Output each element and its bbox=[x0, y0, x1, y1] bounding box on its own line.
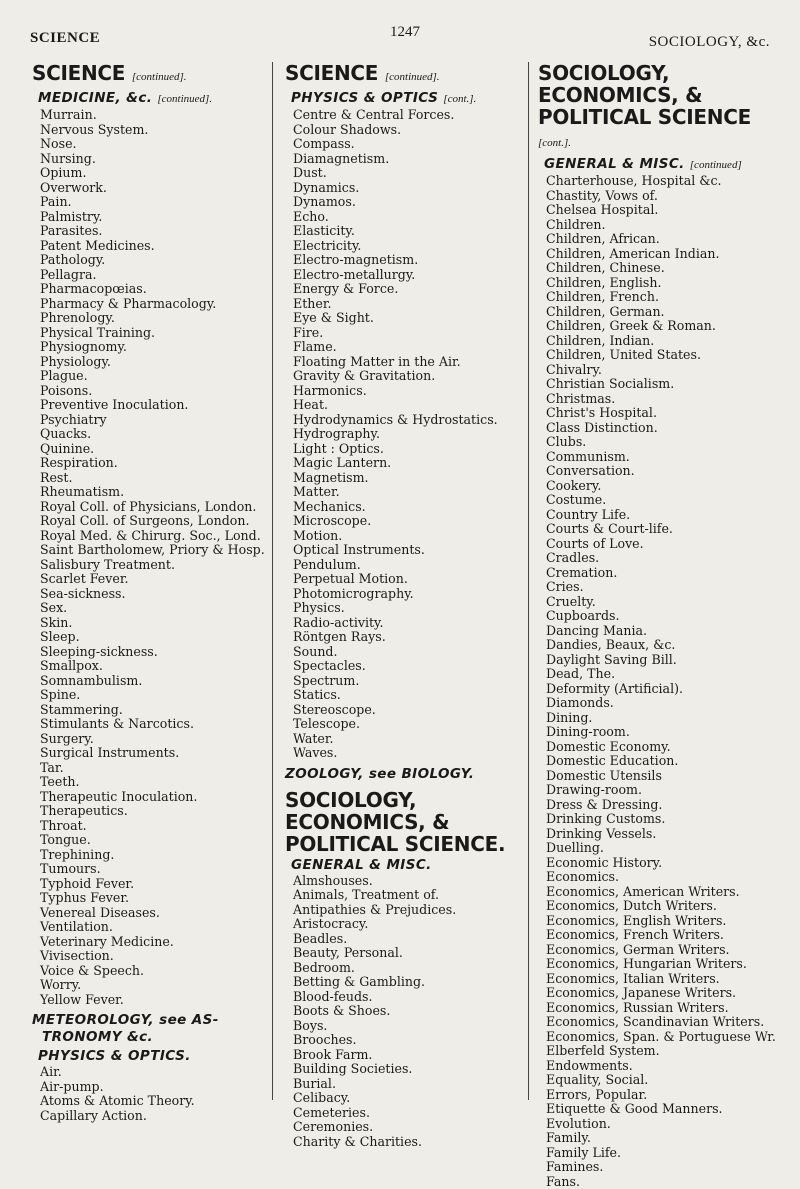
index-entry: Motion. bbox=[293, 529, 521, 544]
index-entry: Physics. bbox=[293, 601, 521, 616]
index-entry: Therapeutics. bbox=[40, 804, 266, 819]
index-entry: Children, Chinese. bbox=[546, 261, 788, 276]
index-entry: Radio-activity. bbox=[293, 616, 521, 631]
index-entry: Charterhouse, Hospital &c. bbox=[546, 174, 788, 189]
index-entry: Economics, German Writers. bbox=[546, 943, 788, 958]
index-entry: Psychiatry bbox=[40, 413, 266, 428]
index-entry: Statics. bbox=[293, 688, 521, 703]
index-entry: Typhoid Fever. bbox=[40, 877, 266, 892]
index-entry: Daylight Saving Bill. bbox=[546, 653, 788, 668]
index-entry: Drinking Customs. bbox=[546, 812, 788, 827]
index-entry: Optical Instruments. bbox=[293, 543, 521, 558]
index-entry: Worry. bbox=[40, 978, 266, 993]
index-entry: Veterinary Medicine. bbox=[40, 935, 266, 950]
index-entry: Elberfeld System. bbox=[546, 1044, 788, 1059]
running-head-right: SOCIOLOGY, &c. bbox=[649, 34, 770, 51]
page-number: 1247 bbox=[390, 24, 420, 41]
index-entry: Venereal Diseases. bbox=[40, 906, 266, 921]
index-entry: Throat. bbox=[40, 819, 266, 834]
index-entry: Rest. bbox=[40, 471, 266, 486]
index-entry: Economics, Japanese Writers. bbox=[546, 986, 788, 1001]
index-entry: Royal Coll. of Surgeons, London. bbox=[40, 514, 266, 529]
index-entry: Dancing Mania. bbox=[546, 624, 788, 639]
index-entry: Tumours. bbox=[40, 862, 266, 877]
subsection-heading bbox=[38, 1047, 266, 1065]
index-entry: Courts of Love. bbox=[546, 537, 788, 552]
index-entry: Heat. bbox=[293, 398, 521, 413]
index-entry: Family Life. bbox=[546, 1146, 788, 1161]
index-entry: Trephining. bbox=[40, 848, 266, 863]
index-entry: Phrenology. bbox=[40, 311, 266, 326]
section-heading bbox=[538, 62, 788, 154]
index-entry: Pharmacy & Pharmacology. bbox=[40, 297, 266, 312]
index-entry: Elasticity. bbox=[293, 224, 521, 239]
heading-title: PHYSICS & OPTICS. bbox=[38, 1048, 191, 1064]
index-entry: Children, American Indian. bbox=[546, 247, 788, 262]
index-entry: Pathology. bbox=[40, 253, 266, 268]
index-entry: Flame. bbox=[293, 340, 521, 355]
index-entry: Dynamics. bbox=[293, 181, 521, 196]
index-entry: Electro-metallurgy. bbox=[293, 268, 521, 283]
index-entry: Pendulum. bbox=[293, 558, 521, 573]
index-entry: Therapeutic Inoculation. bbox=[40, 790, 266, 805]
index-entry: Stammering. bbox=[40, 703, 266, 718]
index-entry: Cupboards. bbox=[546, 609, 788, 624]
index-entry: Echo. bbox=[293, 210, 521, 225]
index-entry: Ether. bbox=[293, 297, 521, 312]
index-entry: Economic History. bbox=[546, 856, 788, 871]
index-entry: Economics, Russian Writers. bbox=[546, 1001, 788, 1016]
index-entry: Costume. bbox=[546, 493, 788, 508]
index-entry: Celibacy. bbox=[293, 1091, 521, 1106]
index-entry: Floating Matter in the Air. bbox=[293, 355, 521, 370]
index-entry: Fans. bbox=[546, 1175, 788, 1189]
index-entry: Stereoscope. bbox=[293, 703, 521, 718]
index-entry: Somnambulism. bbox=[40, 674, 266, 689]
index-entry: Family. bbox=[546, 1131, 788, 1146]
heading-title: SCIENCE bbox=[285, 61, 378, 85]
index-entry: Saint Bartholomew, Priory & Hosp. bbox=[40, 543, 266, 558]
index-entry: Typhus Fever. bbox=[40, 891, 266, 906]
index-entry: Quacks. bbox=[40, 427, 266, 442]
index-entry: Chelsea Hospital. bbox=[546, 203, 788, 218]
index-entry: Tar. bbox=[40, 761, 266, 776]
column-2 bbox=[285, 62, 521, 1149]
index-entry: Children. bbox=[546, 218, 788, 233]
cross-reference: TRONOMY &c. bbox=[42, 1029, 266, 1046]
index-entry: Cradles. bbox=[546, 551, 788, 566]
continued-note: [cont.]. bbox=[443, 93, 476, 105]
index-entry: Children, German. bbox=[546, 305, 788, 320]
index-entry: Sea-sickness. bbox=[40, 587, 266, 602]
heading-title: GENERAL & MISC. bbox=[291, 857, 432, 873]
index-entry: Endowments. bbox=[546, 1059, 788, 1074]
index-entry: Hydrography. bbox=[293, 427, 521, 442]
column-1 bbox=[32, 62, 266, 1123]
index-entry: Smallpox. bbox=[40, 659, 266, 674]
index-entry: Palmistry. bbox=[40, 210, 266, 225]
index-entry: Deformity (Artificial). bbox=[546, 682, 788, 697]
index-entry: Compass. bbox=[293, 137, 521, 152]
index-entry: Vivisection. bbox=[40, 949, 266, 964]
index-entry: Surgery. bbox=[40, 732, 266, 747]
heading-title: SOCIOLOGY, ECONOMICS, & POLITICAL SCIENCE bbox=[538, 61, 751, 129]
index-entry: Plague. bbox=[40, 369, 266, 384]
heading-title: SOCIOLOGY, ECONOMICS, & POLITICAL SCIENCE. bbox=[285, 788, 505, 856]
index-entry: Christian Socialism. bbox=[546, 377, 788, 392]
index-entry: Boots & Shoes. bbox=[293, 1004, 521, 1019]
index-entry: Christmas. bbox=[546, 392, 788, 407]
index-entry: Economics, Dutch Writers. bbox=[546, 899, 788, 914]
column-divider bbox=[528, 62, 529, 1100]
index-entry: Royal Coll. of Physicians, London. bbox=[40, 500, 266, 515]
index-entry: Economics, Scandinavian Writers. bbox=[546, 1015, 788, 1030]
index-entry: Murrain. bbox=[40, 108, 266, 123]
index-entry: Economics, French Writers. bbox=[546, 928, 788, 943]
index-entry: Children, French. bbox=[546, 290, 788, 305]
index-entry: Children, English. bbox=[546, 276, 788, 291]
index-list bbox=[32, 1065, 266, 1123]
index-entry: Beadles. bbox=[293, 932, 521, 947]
index-entry: Dead, The. bbox=[546, 667, 788, 682]
subsection-heading bbox=[291, 89, 521, 108]
index-entry: Sex. bbox=[40, 601, 266, 616]
index-entry: Surgical Instruments. bbox=[40, 746, 266, 761]
index-entry: Brooches. bbox=[293, 1033, 521, 1048]
index-entry: Respiration. bbox=[40, 456, 266, 471]
column-divider bbox=[272, 62, 273, 1100]
index-entry: Diamonds. bbox=[546, 696, 788, 711]
index-entry: Capillary Action. bbox=[40, 1109, 266, 1124]
index-entry: Atoms & Atomic Theory. bbox=[40, 1094, 266, 1109]
index-entry: Communism. bbox=[546, 450, 788, 465]
index-entry: Cries. bbox=[546, 580, 788, 595]
index-entry: Air. bbox=[40, 1065, 266, 1080]
index-entry: Domestic Economy. bbox=[546, 740, 788, 755]
index-list bbox=[32, 108, 266, 1007]
index-list bbox=[285, 108, 521, 761]
index-entry: Preventive Inoculation. bbox=[40, 398, 266, 413]
index-entry: Patent Medicines. bbox=[40, 239, 266, 254]
index-entry: Matter. bbox=[293, 485, 521, 500]
index-entry: Pellagra. bbox=[40, 268, 266, 283]
index-entry: Economics, English Writers. bbox=[546, 914, 788, 929]
index-entry: Stimulants & Narcotics. bbox=[40, 717, 266, 732]
index-entry: Evolution. bbox=[546, 1117, 788, 1132]
index-entry: Pharmacopœias. bbox=[40, 282, 266, 297]
index-entry: Physical Training. bbox=[40, 326, 266, 341]
index-entry: Colour Shadows. bbox=[293, 123, 521, 138]
index-entry: Spectrum. bbox=[293, 674, 521, 689]
index-entry: Cemeteries. bbox=[293, 1106, 521, 1121]
index-entry: Magic Lantern. bbox=[293, 456, 521, 471]
section-heading bbox=[285, 789, 521, 855]
index-entry: Voice & Speech. bbox=[40, 964, 266, 979]
index-entry: Light : Optics. bbox=[293, 442, 521, 457]
index-entry: Charity & Charities. bbox=[293, 1135, 521, 1150]
heading-title: PHYSICS & OPTICS bbox=[291, 90, 438, 106]
index-entry: Opium. bbox=[40, 166, 266, 181]
index-entry: Blood-feuds. bbox=[293, 990, 521, 1005]
index-entry: Economics, American Writers. bbox=[546, 885, 788, 900]
index-entry: Parasites. bbox=[40, 224, 266, 239]
index-entry: Nervous System. bbox=[40, 123, 266, 138]
index-entry: Children, Indian. bbox=[546, 334, 788, 349]
index-entry: Scarlet Fever. bbox=[40, 572, 266, 587]
index-entry: Courts & Court-life. bbox=[546, 522, 788, 537]
index-entry: Christ's Hospital. bbox=[546, 406, 788, 421]
continued-note: [continued]. bbox=[132, 71, 187, 83]
continued-note: [continued]. bbox=[385, 71, 440, 83]
index-entry: Economics, Span. & Portuguese Wr. bbox=[546, 1030, 788, 1045]
cross-reference: METEOROLOGY, see AS- bbox=[32, 1012, 266, 1029]
section-heading bbox=[32, 62, 266, 88]
continued-note: [cont.]. bbox=[538, 137, 571, 149]
index-entry: Children, Greek & Roman. bbox=[546, 319, 788, 334]
index-entry: Fire. bbox=[293, 326, 521, 341]
index-entry: Brook Farm. bbox=[293, 1048, 521, 1063]
index-entry: Chivalry. bbox=[546, 363, 788, 378]
index-entry: Boys. bbox=[293, 1019, 521, 1034]
index-entry: Pain. bbox=[40, 195, 266, 210]
index-entry: Eye & Sight. bbox=[293, 311, 521, 326]
index-entry: Cruelty. bbox=[546, 595, 788, 610]
index-entry: Errors, Popular. bbox=[546, 1088, 788, 1103]
index-entry: Tongue. bbox=[40, 833, 266, 848]
continued-note: [continued] bbox=[690, 159, 742, 171]
index-entry: Drinking Vessels. bbox=[546, 827, 788, 842]
index-entry: Spine. bbox=[40, 688, 266, 703]
index-entry: Nursing. bbox=[40, 152, 266, 167]
index-entry: Dandies, Beaux, &c. bbox=[546, 638, 788, 653]
index-entry: Betting & Gambling. bbox=[293, 975, 521, 990]
index-entry: Domestic Utensils bbox=[546, 769, 788, 784]
subsection-heading bbox=[544, 155, 788, 174]
cross-reference: ZOOLOGY, see BIOLOGY. bbox=[285, 766, 521, 783]
index-entry: Harmonics. bbox=[293, 384, 521, 399]
index-entry: Photomicrography. bbox=[293, 587, 521, 602]
index-entry: Waves. bbox=[293, 746, 521, 761]
index-entry: Chastity, Vows of. bbox=[546, 189, 788, 204]
index-entry: Mechanics. bbox=[293, 500, 521, 515]
index-entry: Dining. bbox=[546, 711, 788, 726]
index-entry: Diamagnetism. bbox=[293, 152, 521, 167]
index-entry: Magnetism. bbox=[293, 471, 521, 486]
index-entry: Electro-magnetism. bbox=[293, 253, 521, 268]
index-entry: Ceremonies. bbox=[293, 1120, 521, 1135]
running-head-left: SCIENCE bbox=[30, 30, 100, 47]
index-entry: Sound. bbox=[293, 645, 521, 660]
index-entry: Electricity. bbox=[293, 239, 521, 254]
heading-title: GENERAL & MISC. bbox=[544, 156, 685, 172]
index-entry: Röntgen Rays. bbox=[293, 630, 521, 645]
index-entry: Conversation. bbox=[546, 464, 788, 479]
subsection-heading bbox=[291, 856, 521, 874]
index-entry: Sleep. bbox=[40, 630, 266, 645]
index-entry: Cookery. bbox=[546, 479, 788, 494]
index-entry: Sleeping-sickness. bbox=[40, 645, 266, 660]
index-entry: Dress & Dressing. bbox=[546, 798, 788, 813]
index-entry: Royal Med. & Chirurg. Soc., Lond. bbox=[40, 529, 266, 544]
index-list bbox=[538, 174, 788, 1189]
index-entry: Dynamos. bbox=[293, 195, 521, 210]
index-list bbox=[285, 874, 521, 1150]
index-entry: Economics, Hungarian Writers. bbox=[546, 957, 788, 972]
index-entry: Cremation. bbox=[546, 566, 788, 581]
section-heading bbox=[285, 62, 521, 88]
index-entry: Rheumatism. bbox=[40, 485, 266, 500]
index-entry: Energy & Force. bbox=[293, 282, 521, 297]
index-entry: Children, African. bbox=[546, 232, 788, 247]
index-entry: Bedroom. bbox=[293, 961, 521, 976]
index-entry: Nose. bbox=[40, 137, 266, 152]
index-entry: Ventilation. bbox=[40, 920, 266, 935]
index-entry: Skin. bbox=[40, 616, 266, 631]
index-entry: Famines. bbox=[546, 1160, 788, 1175]
index-entry: Physiognomy. bbox=[40, 340, 266, 355]
heading-title: MEDICINE, &c. bbox=[38, 90, 152, 106]
index-entry: Salisbury Treatment. bbox=[40, 558, 266, 573]
index-entry: Building Societies. bbox=[293, 1062, 521, 1077]
index-entry: Dining-room. bbox=[546, 725, 788, 740]
index-entry: Poisons. bbox=[40, 384, 266, 399]
index-entry: Children, United States. bbox=[546, 348, 788, 363]
index-entry: Burial. bbox=[293, 1077, 521, 1092]
index-entry: Spectacles. bbox=[293, 659, 521, 674]
index-entry: Equality, Social. bbox=[546, 1073, 788, 1088]
continued-note: [continued]. bbox=[157, 93, 212, 105]
index-entry: Economics, Italian Writers. bbox=[546, 972, 788, 987]
running-head bbox=[30, 22, 770, 48]
index-entry: Overwork. bbox=[40, 181, 266, 196]
index-entry: Gravity & Gravitation. bbox=[293, 369, 521, 384]
index-entry: Hydrodynamics & Hydrostatics. bbox=[293, 413, 521, 428]
heading-title: SCIENCE bbox=[32, 61, 125, 85]
column-3 bbox=[538, 62, 788, 1189]
index-entry: Centre & Central Forces. bbox=[293, 108, 521, 123]
index-entry: Beauty, Personal. bbox=[293, 946, 521, 961]
index-entry: Dust. bbox=[293, 166, 521, 181]
index-entry: Domestic Education. bbox=[546, 754, 788, 769]
index-entry: Air-pump. bbox=[40, 1080, 266, 1095]
index-entry: Quinine. bbox=[40, 442, 266, 457]
index-entry: Clubs. bbox=[546, 435, 788, 450]
index-entry: Teeth. bbox=[40, 775, 266, 790]
index-entry: Water. bbox=[293, 732, 521, 747]
index-entry: Duelling. bbox=[546, 841, 788, 856]
index-entry: Yellow Fever. bbox=[40, 993, 266, 1008]
index-entry: Almshouses. bbox=[293, 874, 521, 889]
index-entry: Etiquette & Good Manners. bbox=[546, 1102, 788, 1117]
index-entry: Country Life. bbox=[546, 508, 788, 523]
index-entry: Class Distinction. bbox=[546, 421, 788, 436]
index-entry: Antipathies & Prejudices. bbox=[293, 903, 521, 918]
index-entry: Aristocracy. bbox=[293, 917, 521, 932]
index-entry: Animals, Treatment of. bbox=[293, 888, 521, 903]
subsection-heading bbox=[38, 89, 266, 108]
index-entry: Physiology. bbox=[40, 355, 266, 370]
index-entry: Telescope. bbox=[293, 717, 521, 732]
index-entry: Economics. bbox=[546, 870, 788, 885]
index-entry: Perpetual Motion. bbox=[293, 572, 521, 587]
index-entry: Drawing-room. bbox=[546, 783, 788, 798]
index-entry: Microscope. bbox=[293, 514, 521, 529]
